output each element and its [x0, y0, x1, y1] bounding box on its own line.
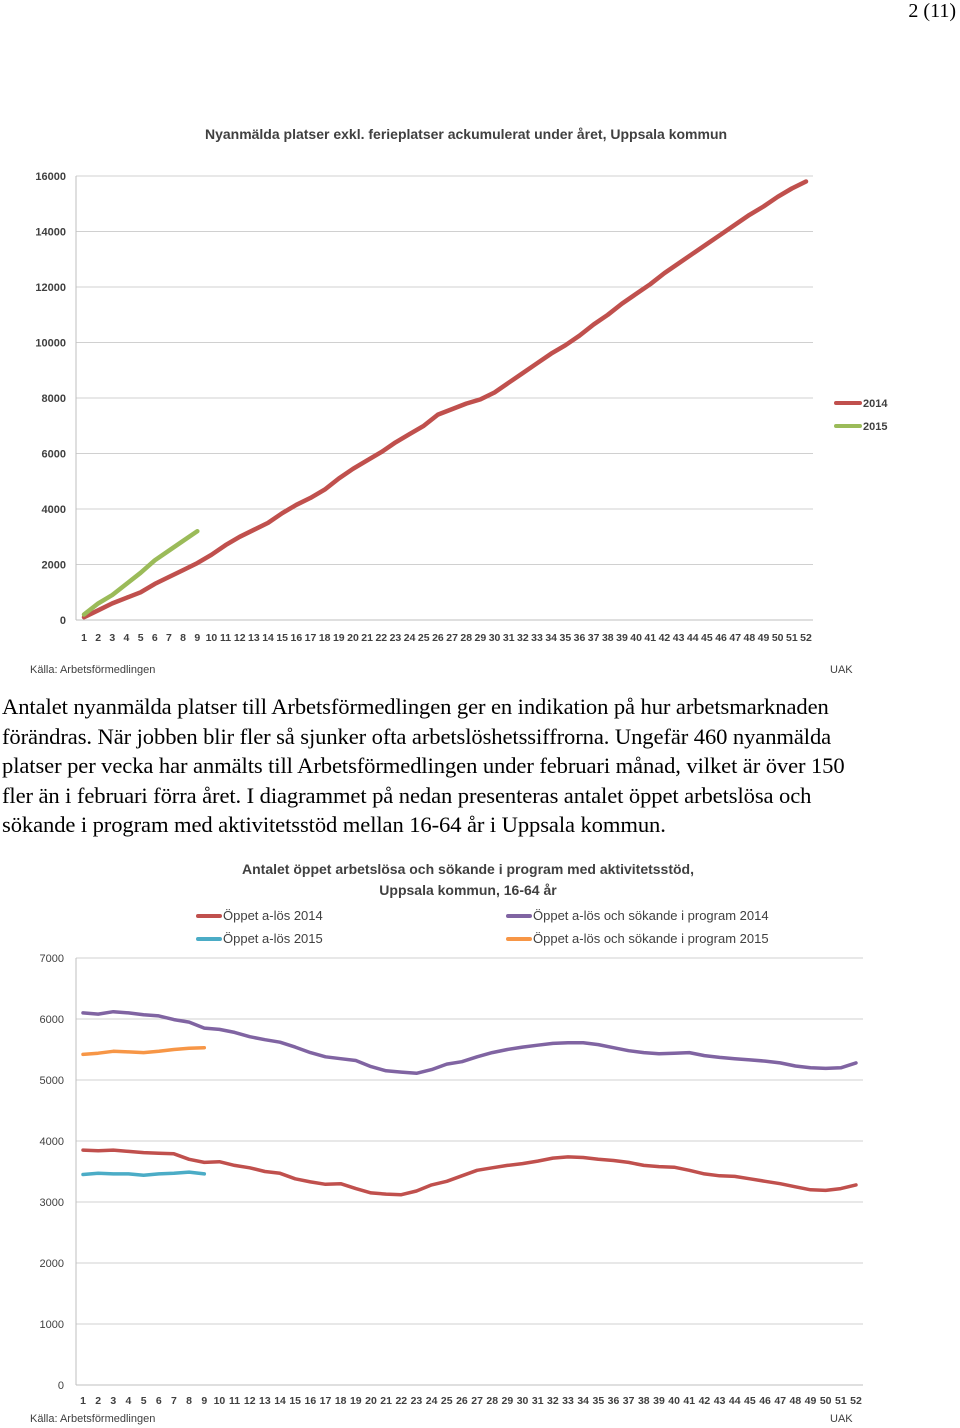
y-tick-label-5000: 5000 — [39, 1075, 64, 1087]
x-tick-label-25: 25 — [440, 1395, 453, 1407]
x-tick-label-11: 11 — [229, 1395, 241, 1407]
org-label: UAK — [830, 664, 853, 676]
legend-label-2: Öppet a-lös och sökande i program 2014 — [533, 908, 769, 923]
x-tick-label-48: 48 — [743, 632, 756, 644]
x-tick-label-13: 13 — [259, 1395, 271, 1407]
y-tick-label-16000: 16000 — [35, 171, 66, 183]
x-tick-label-15: 15 — [289, 1395, 302, 1407]
x-tick-label-7: 7 — [171, 1395, 177, 1407]
y-tick-label-6000: 6000 — [39, 1014, 64, 1026]
x-tick-label-26: 26 — [432, 632, 444, 644]
x-tick-label-47: 47 — [774, 1395, 787, 1407]
legend-label-1: Öppet a-lös 2015 — [223, 931, 323, 946]
x-tick-label-14: 14 — [262, 632, 274, 644]
source-label: Källa: Arbetsförmedlingen — [30, 1413, 156, 1425]
x-tick-label-1: 1 — [81, 632, 87, 644]
x-tick-label-15: 15 — [276, 632, 289, 644]
x-tick-label-43: 43 — [672, 632, 685, 644]
x-tick-label-19: 19 — [349, 1395, 362, 1407]
x-tick-label-32: 32 — [517, 632, 529, 644]
x-tick-label-45: 45 — [744, 1395, 756, 1407]
x-tick-label-12: 12 — [233, 632, 246, 644]
y-tick-label-7000: 7000 — [39, 953, 64, 965]
x-tick-label-35: 35 — [592, 1395, 605, 1407]
x-tick-label-18: 18 — [318, 632, 331, 644]
x-tick-label-16: 16 — [304, 1395, 317, 1407]
chart-oppet-arbetslosa-svg — [0, 848, 960, 1428]
x-tick-label-37: 37 — [587, 632, 600, 644]
x-tick-label-39: 39 — [616, 632, 628, 644]
page-number-current: 2 — [908, 0, 919, 22]
x-tick-label-45: 45 — [701, 632, 713, 644]
x-tick-label-40: 40 — [668, 1395, 680, 1407]
x-tick-label-38: 38 — [637, 1395, 650, 1407]
x-tick-label-44: 44 — [728, 1395, 741, 1407]
page-number-total: (11) — [923, 0, 956, 22]
x-tick-label-9: 9 — [194, 632, 201, 644]
series-line-3 — [83, 1048, 204, 1055]
x-tick-label-37: 37 — [622, 1395, 635, 1407]
x-tick-label-41: 41 — [644, 632, 657, 644]
x-tick-label-52: 52 — [850, 1395, 862, 1407]
legend-label-0: Öppet a-lös 2014 — [223, 908, 323, 923]
x-tick-label-27: 27 — [446, 632, 458, 644]
y-tick-label-0: 0 — [59, 615, 66, 627]
x-tick-label-24: 24 — [403, 632, 416, 644]
x-tick-label-43: 43 — [713, 1395, 726, 1407]
x-tick-label-36: 36 — [607, 1395, 620, 1407]
y-tick-label-4000: 4000 — [39, 1136, 64, 1148]
x-tick-label-50: 50 — [819, 1395, 832, 1407]
y-tick-label-8000: 8000 — [41, 393, 66, 405]
x-tick-label-32: 32 — [547, 1395, 559, 1407]
x-tick-label-21: 21 — [380, 1395, 392, 1407]
x-tick-label-22: 22 — [395, 1395, 408, 1407]
series-line-1 — [83, 1172, 204, 1175]
x-tick-label-5: 5 — [140, 1395, 147, 1407]
x-tick-label-36: 36 — [573, 632, 586, 644]
chart-title-line-0: Antalet öppet arbetslösa och sökande i program med aktivitetsstöd, — [242, 861, 694, 877]
x-tick-label-22: 22 — [375, 632, 388, 644]
x-tick-label-26: 26 — [456, 1395, 468, 1407]
x-tick-label-10: 10 — [213, 1395, 226, 1407]
x-tick-label-27: 27 — [471, 1395, 483, 1407]
y-tick-label-2000: 2000 — [39, 1258, 64, 1270]
x-tick-label-4: 4 — [123, 632, 130, 644]
chart-nyanmalda-platser — [0, 100, 960, 685]
chart-oppet-arbetslosa — [0, 848, 960, 1428]
x-tick-label-28: 28 — [460, 632, 473, 644]
x-tick-label-30: 30 — [516, 1395, 529, 1407]
x-tick-label-19: 19 — [332, 632, 345, 644]
x-tick-label-28: 28 — [486, 1395, 499, 1407]
x-tick-label-52: 52 — [800, 632, 812, 644]
x-tick-label-46: 46 — [715, 632, 727, 644]
x-tick-label-2: 2 — [95, 632, 102, 644]
x-tick-label-23: 23 — [410, 1395, 423, 1407]
x-tick-label-33: 33 — [562, 1395, 574, 1407]
legend-label-3: Öppet a-lös och sökande i program 2015 — [533, 931, 769, 946]
x-tick-label-20: 20 — [365, 1395, 377, 1407]
x-tick-label-3: 3 — [109, 632, 116, 644]
x-tick-label-4: 4 — [125, 1395, 132, 1407]
x-tick-label-49: 49 — [757, 632, 770, 644]
x-tick-label-20: 20 — [347, 632, 359, 644]
x-tick-label-50: 50 — [771, 632, 784, 644]
x-tick-label-31: 31 — [502, 632, 515, 644]
series-line-2 — [83, 1012, 856, 1074]
x-tick-label-23: 23 — [389, 632, 402, 644]
x-tick-label-16: 16 — [290, 632, 303, 644]
x-tick-label-5: 5 — [137, 632, 144, 644]
x-tick-label-2: 2 — [95, 1395, 102, 1407]
x-tick-label-9: 9 — [201, 1395, 208, 1407]
x-tick-label-8: 8 — [180, 632, 187, 644]
x-tick-label-44: 44 — [686, 632, 699, 644]
org-label: UAK — [830, 1413, 853, 1425]
x-tick-label-40: 40 — [630, 632, 642, 644]
x-tick-label-38: 38 — [601, 632, 614, 644]
legend-label-1: 2015 — [863, 421, 888, 433]
chart-title: Nyanmälda platser exkl. ferieplatser ackumulerat under året, Uppsala kommun — [204, 126, 728, 142]
y-tick-label-10000: 10000 — [35, 337, 66, 350]
body-paragraph: Antalet nyanmälda platser till Arbetsförmedlingen ger en indikation på hur arbetsmarknaden förändras. När jobben blir fler så sjunker ofta arbetslöshetssiffrorna. Ungefär 460 nyanmälda platser per vecka har anmälts till Arbetsförmedlingen under februari månad, vilket är över 150 fler än i februari förra året. I diagrammet på nedan presenteras antalet öppet arbetslösa och sökande i program med aktivitetsstöd mellan 16-64 år i Uppsala kommun. — [2, 694, 845, 837]
x-tick-label-6: 6 — [155, 1395, 162, 1407]
x-tick-label-34: 34 — [577, 1395, 590, 1407]
x-tick-label-42: 42 — [698, 1395, 711, 1407]
x-tick-label-29: 29 — [474, 632, 487, 644]
y-tick-label-6000: 6000 — [41, 448, 66, 461]
x-tick-label-47: 47 — [729, 632, 742, 644]
x-tick-label-6: 6 — [151, 632, 158, 644]
x-tick-label-29: 29 — [501, 1395, 514, 1407]
y-tick-label-2000: 2000 — [41, 559, 66, 572]
x-tick-label-3: 3 — [110, 1395, 117, 1407]
x-tick-label-35: 35 — [559, 632, 572, 644]
x-tick-label-48: 48 — [789, 1395, 802, 1407]
x-tick-label-33: 33 — [531, 632, 543, 644]
x-tick-label-18: 18 — [334, 1395, 347, 1407]
x-tick-label-31: 31 — [531, 1395, 544, 1407]
x-tick-label-10: 10 — [205, 632, 218, 644]
x-tick-label-7: 7 — [166, 632, 172, 644]
legend-label-0: 2014 — [863, 398, 888, 410]
x-tick-label-34: 34 — [545, 632, 558, 644]
x-tick-label-13: 13 — [248, 632, 260, 644]
x-tick-label-39: 39 — [653, 1395, 665, 1407]
x-tick-label-46: 46 — [759, 1395, 771, 1407]
series-line-0 — [84, 182, 806, 618]
x-tick-label-41: 41 — [683, 1395, 696, 1407]
chart-nyanmalda-platser-svg — [0, 100, 960, 685]
x-tick-label-14: 14 — [274, 1395, 286, 1407]
x-tick-label-49: 49 — [804, 1395, 817, 1407]
y-tick-label-12000: 12000 — [35, 282, 66, 294]
x-tick-label-17: 17 — [304, 632, 317, 644]
x-tick-label-51: 51 — [785, 632, 798, 644]
chart-title-line-1: Uppsala kommun, 16-64 år — [379, 882, 557, 898]
x-tick-label-51: 51 — [834, 1395, 847, 1407]
y-tick-label-14000: 14000 — [35, 226, 66, 239]
source-label: Källa: Arbetsförmedlingen — [30, 664, 156, 676]
x-tick-label-8: 8 — [186, 1395, 193, 1407]
x-tick-label-1: 1 — [80, 1395, 86, 1407]
page-number — [908, 0, 956, 23]
y-tick-label-4000: 4000 — [41, 504, 66, 516]
x-tick-label-17: 17 — [319, 1395, 332, 1407]
x-tick-label-24: 24 — [425, 1395, 438, 1407]
y-tick-label-0: 0 — [57, 1380, 64, 1392]
x-tick-label-42: 42 — [658, 632, 671, 644]
x-tick-label-21: 21 — [361, 632, 373, 644]
x-tick-label-11: 11 — [220, 632, 232, 644]
x-tick-label-30: 30 — [488, 632, 501, 644]
y-tick-label-3000: 3000 — [39, 1197, 64, 1209]
x-tick-label-12: 12 — [243, 1395, 256, 1407]
x-tick-label-25: 25 — [417, 632, 430, 644]
y-tick-label-1000: 1000 — [39, 1319, 64, 1331]
